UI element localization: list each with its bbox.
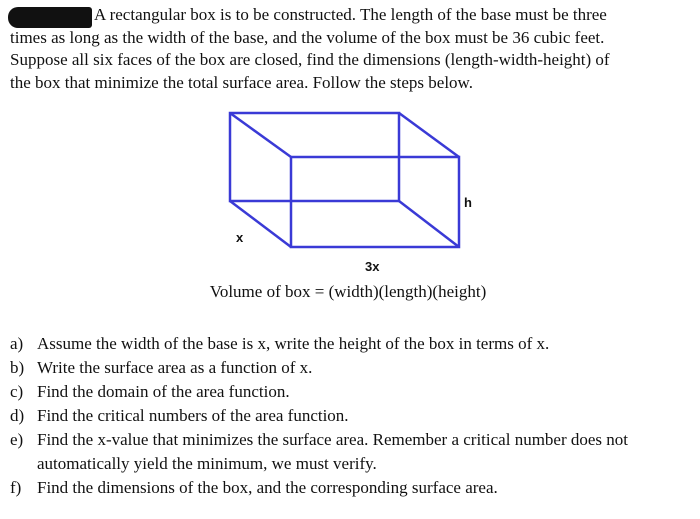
problem-statement xyxy=(10,4,692,94)
step-item xyxy=(10,380,690,404)
step-marker: a) xyxy=(10,334,24,353)
step-item xyxy=(10,404,690,428)
volume-caption xyxy=(0,282,700,302)
step-text: Assume the width of the base is x, write the height of the box in terms of x. xyxy=(37,334,550,353)
step-marker: c) xyxy=(10,382,24,401)
volume-formula: Volume of box = (width)(length)(height) xyxy=(209,282,487,301)
problem-line: times as long as the width of the base, and the volume of the box must be 36 cubic feet. xyxy=(10,27,605,47)
label-length-3x: 3x xyxy=(365,259,380,274)
label-width-x: x xyxy=(236,230,244,245)
box-edge-top-right xyxy=(399,113,459,157)
problem-line: A rectangular box is to be constructed. The length of the base must be three xyxy=(94,5,607,24)
box-diagram-svg xyxy=(220,104,490,280)
step-item xyxy=(10,476,690,500)
step-text: Find the critical numbers of the area function. xyxy=(37,406,349,425)
step-item xyxy=(10,332,690,356)
step-marker: f) xyxy=(10,478,22,497)
box-edge-bottom-right xyxy=(399,201,459,247)
step-item xyxy=(10,428,690,476)
step-text: Find the x-value that minimizes the surface area. Remember a critical number does not automatically yield the minimum, we must verify. xyxy=(37,430,629,473)
box-diagram xyxy=(220,104,490,280)
step-text: Find the domain of the area function. xyxy=(37,382,290,401)
steps-list xyxy=(10,332,690,500)
step-item xyxy=(10,356,690,380)
box-edge-top-left xyxy=(230,113,291,157)
step-text: Find the dimensions of the box, and the corresponding surface area. xyxy=(37,478,498,497)
step-marker: d) xyxy=(10,406,25,425)
step-text: Write the surface area as a function of x. xyxy=(37,358,313,377)
step-marker: b) xyxy=(10,358,25,377)
problem-line: the box that minimize the total surface area. Follow the steps below. xyxy=(10,72,473,92)
label-height-h: h xyxy=(464,195,472,210)
step-marker: e) xyxy=(10,430,24,449)
problem-line: Suppose all six faces of the box are closed, find the dimensions (length-width-height) of xyxy=(10,50,610,69)
